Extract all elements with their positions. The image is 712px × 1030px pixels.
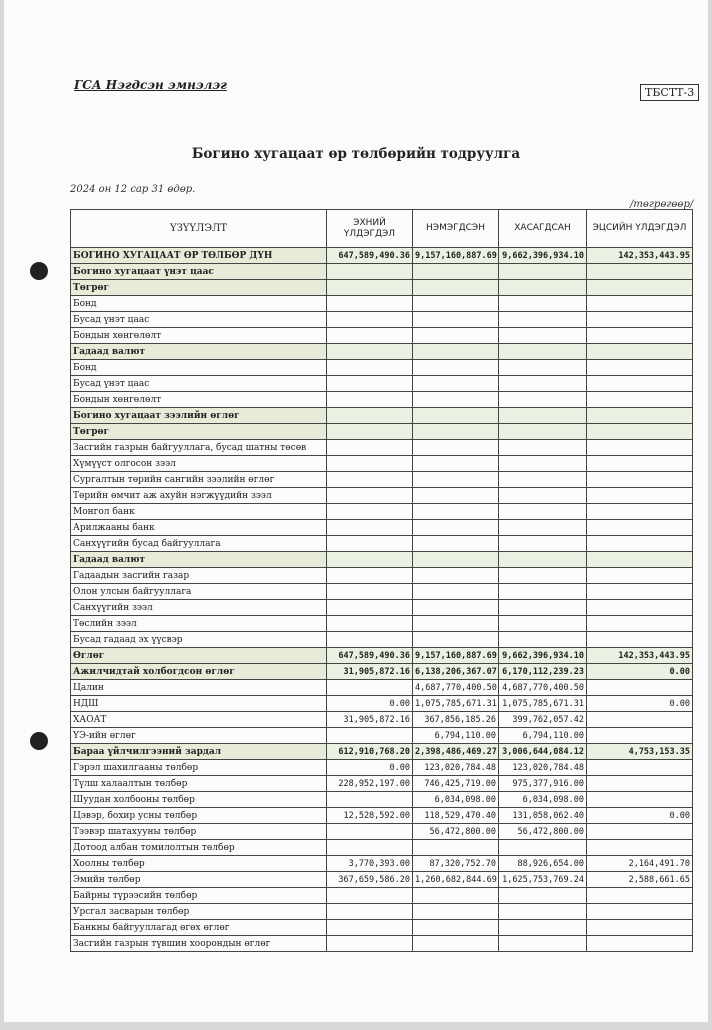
closing-balance-cell: 0.00 (587, 808, 693, 824)
closing-balance-cell (587, 392, 693, 408)
document-page (4, 0, 708, 1022)
increase-cell: 1,260,682,844.69 (413, 872, 499, 888)
increase-cell (413, 888, 499, 904)
increase-cell (413, 376, 499, 392)
increase-cell (413, 920, 499, 936)
closing-balance-cell: 4,753,153.35 (587, 744, 693, 760)
decrease-cell (499, 376, 587, 392)
table-row (71, 632, 693, 648)
closing-balance-cell (587, 568, 693, 584)
opening-balance-cell (327, 408, 413, 424)
row-label: Монгол банк (71, 504, 327, 520)
closing-balance-cell (587, 440, 693, 456)
opening-balance-cell (327, 520, 413, 536)
closing-balance-cell (587, 600, 693, 616)
opening-balance-cell (327, 424, 413, 440)
row-label: Олон улсын байгууллага (71, 584, 327, 600)
row-label: Богино хугацаат үнэт цаас (71, 264, 327, 280)
decrease-cell (499, 920, 587, 936)
increase-cell: 9,157,160,887.69 (413, 248, 499, 264)
table-row (71, 760, 693, 776)
decrease-cell (499, 584, 587, 600)
closing-balance-cell (587, 904, 693, 920)
increase-cell (413, 616, 499, 632)
table-row (71, 344, 693, 360)
opening-balance-cell (327, 680, 413, 696)
decrease-cell (499, 888, 587, 904)
row-label: Өглөг (71, 648, 327, 664)
table-row (71, 776, 693, 792)
closing-balance-cell (587, 488, 693, 504)
closing-balance-cell (587, 408, 693, 424)
row-label: Цэвэр, бохир усны төлбөр (71, 808, 327, 824)
closing-balance-cell (587, 504, 693, 520)
table-row (71, 360, 693, 376)
opening-balance-cell (327, 824, 413, 840)
closing-balance-cell (587, 712, 693, 728)
closing-balance-cell: 142,353,443.95 (587, 648, 693, 664)
decrease-cell (499, 600, 587, 616)
closing-balance-cell (587, 312, 693, 328)
increase-cell (413, 408, 499, 424)
opening-balance-cell (327, 600, 413, 616)
increase-cell (413, 520, 499, 536)
opening-balance-cell: 612,910,768.20 (327, 744, 413, 760)
table-row (71, 424, 693, 440)
opening-balance-cell (327, 504, 413, 520)
table-row (71, 296, 693, 312)
increase-cell: 123,020,784.48 (413, 760, 499, 776)
table-row (71, 312, 693, 328)
opening-balance-cell (327, 488, 413, 504)
opening-balance-cell: 31,905,872.16 (327, 664, 413, 680)
increase-cell (413, 264, 499, 280)
row-label: Гадаад валют (71, 552, 327, 568)
decrease-cell: 975,377,916.00 (499, 776, 587, 792)
row-label: Санхүүгийн бусад байгууллага (71, 536, 327, 552)
increase-cell (413, 936, 499, 952)
closing-balance-cell (587, 376, 693, 392)
closing-balance-cell (587, 264, 693, 280)
decrease-cell (499, 904, 587, 920)
row-label: Дотоод албан томилолтын төлбөр (71, 840, 327, 856)
decrease-cell (499, 552, 587, 568)
opening-balance-cell (327, 728, 413, 744)
closing-balance-cell (587, 280, 693, 296)
row-label: Гадаад валют (71, 344, 327, 360)
opening-balance-cell (327, 456, 413, 472)
closing-balance-cell: 2,588,661.65 (587, 872, 693, 888)
decrease-cell: 6,034,098.00 (499, 792, 587, 808)
decrease-cell (499, 840, 587, 856)
closing-balance-cell: 2,164,491.70 (587, 856, 693, 872)
closing-balance-cell (587, 888, 693, 904)
row-label: ХАОАТ (71, 712, 327, 728)
decrease-cell: 56,472,800.00 (499, 824, 587, 840)
row-label: Бусад үнэт цаас (71, 312, 327, 328)
increase-cell (413, 552, 499, 568)
table-row (71, 616, 693, 632)
increase-cell (413, 440, 499, 456)
opening-balance-cell (327, 296, 413, 312)
decrease-cell: 123,020,784.48 (499, 760, 587, 776)
decrease-cell (499, 936, 587, 952)
decrease-cell (499, 424, 587, 440)
table-row (71, 584, 693, 600)
currency-unit: /төгрөгөөр/ (630, 199, 694, 210)
increase-cell: 6,034,098.00 (413, 792, 499, 808)
opening-balance-cell (327, 920, 413, 936)
opening-balance-cell (327, 552, 413, 568)
increase-cell (413, 632, 499, 648)
table-row (71, 904, 693, 920)
closing-balance-cell (587, 552, 693, 568)
closing-balance-cell (587, 472, 693, 488)
opening-balance-cell (327, 440, 413, 456)
decrease-cell (499, 520, 587, 536)
opening-balance-cell (327, 632, 413, 648)
table-row (71, 600, 693, 616)
decrease-cell: 9,662,396,934.10 (499, 248, 587, 264)
decrease-cell (499, 504, 587, 520)
opening-balance-cell (327, 392, 413, 408)
closing-balance-cell (587, 536, 693, 552)
opening-balance-cell: 31,905,872.16 (327, 712, 413, 728)
row-label: Бусад гадаад эх үүсвэр (71, 632, 327, 648)
row-label: Бондын хөнгөлөлт (71, 328, 327, 344)
opening-balance-cell (327, 888, 413, 904)
closing-balance-cell (587, 776, 693, 792)
row-label: Төрийн өмчит аж ахуйн нэгжүүдийн зээл (71, 488, 327, 504)
decrease-cell (499, 440, 587, 456)
form-code: ТБСТТ-3 (640, 84, 699, 101)
increase-cell (413, 424, 499, 440)
closing-balance-cell (587, 520, 693, 536)
table-row (71, 936, 693, 952)
organization-name: ГСА Нэгдсэн эмнэлэг (74, 78, 227, 92)
column-header-increase: НЭМЭГДСЭН (413, 210, 499, 248)
increase-cell: 4,687,770,400.50 (413, 680, 499, 696)
closing-balance-cell (587, 344, 693, 360)
row-label: Ажилчидтай холбогдсон өглөг (71, 664, 327, 680)
decrease-cell: 3,006,644,084.12 (499, 744, 587, 760)
opening-balance-cell (327, 904, 413, 920)
closing-balance-cell (587, 616, 693, 632)
increase-cell (413, 328, 499, 344)
closing-balance-cell (587, 728, 693, 744)
increase-cell (413, 392, 499, 408)
increase-cell (413, 840, 499, 856)
increase-cell: 367,856,185.26 (413, 712, 499, 728)
increase-cell: 118,529,470.40 (413, 808, 499, 824)
table-row (71, 664, 693, 680)
table-body (71, 248, 693, 952)
table-row (71, 728, 693, 744)
decrease-cell (499, 616, 587, 632)
closing-balance-cell (587, 792, 693, 808)
table-row (71, 744, 693, 760)
table-row (71, 568, 693, 584)
row-label: Гадаадын засгийн газар (71, 568, 327, 584)
table-row (71, 328, 693, 344)
decrease-cell (499, 312, 587, 328)
table-row (71, 808, 693, 824)
table-row (71, 280, 693, 296)
closing-balance-cell (587, 824, 693, 840)
closing-balance-cell (587, 328, 693, 344)
closing-balance-cell: 0.00 (587, 696, 693, 712)
row-label: Богино хугацаат зээлийн өглөг (71, 408, 327, 424)
table-row (71, 856, 693, 872)
increase-cell: 9,157,160,887.69 (413, 648, 499, 664)
opening-balance-cell (327, 536, 413, 552)
liabilities-table (70, 209, 693, 952)
increase-cell: 746,425,719.00 (413, 776, 499, 792)
increase-cell (413, 296, 499, 312)
decrease-cell: 6,170,112,239.23 (499, 664, 587, 680)
row-label: Хоолны төлбөр (71, 856, 327, 872)
decrease-cell: 6,794,110.00 (499, 728, 587, 744)
table-row (71, 824, 693, 840)
row-label: Цалин (71, 680, 327, 696)
closing-balance-cell (587, 360, 693, 376)
closing-balance-cell (587, 680, 693, 696)
opening-balance-cell: 367,659,586.20 (327, 872, 413, 888)
table-row (71, 648, 693, 664)
table-row (71, 504, 693, 520)
table-row (71, 536, 693, 552)
table-row (71, 392, 693, 408)
column-header-indicator: ҮЗҮҮЛЭЛТ (71, 210, 327, 248)
opening-balance-cell (327, 840, 413, 856)
table-row (71, 488, 693, 504)
row-label: Арилжааны банк (71, 520, 327, 536)
increase-cell (413, 488, 499, 504)
row-label: Бондын хөнгөлөлт (71, 392, 327, 408)
increase-cell (413, 360, 499, 376)
decrease-cell (499, 488, 587, 504)
closing-balance-cell (587, 760, 693, 776)
decrease-cell (499, 296, 587, 312)
decrease-cell: 9,662,396,934.10 (499, 648, 587, 664)
opening-balance-cell (327, 472, 413, 488)
opening-balance-cell (327, 280, 413, 296)
opening-balance-cell: 228,952,197.00 (327, 776, 413, 792)
increase-cell (413, 456, 499, 472)
opening-balance-cell (327, 328, 413, 344)
opening-balance-cell (327, 584, 413, 600)
decrease-cell (499, 456, 587, 472)
opening-balance-cell (327, 376, 413, 392)
row-label: Хүмүүст олгосон зээл (71, 456, 327, 472)
table-row (71, 248, 693, 264)
row-label: Сургалтын төрийн сангийн зээлийн өглөг (71, 472, 327, 488)
closing-balance-cell (587, 840, 693, 856)
increase-cell (413, 536, 499, 552)
row-label: Шуудан холбооны төлбөр (71, 792, 327, 808)
report-date: 2024 он 12 сар 31 өдөр. (70, 184, 196, 195)
decrease-cell (499, 472, 587, 488)
increase-cell (413, 344, 499, 360)
opening-balance-cell (327, 792, 413, 808)
opening-balance-cell (327, 936, 413, 952)
increase-cell: 87,320,752.70 (413, 856, 499, 872)
decrease-cell: 399,762,057.42 (499, 712, 587, 728)
opening-balance-cell (327, 312, 413, 328)
column-header-opening-balance: ЭХНИЙ ҮЛДЭГДЭЛ (327, 210, 413, 248)
increase-cell: 6,794,110.00 (413, 728, 499, 744)
column-header-decrease: ХАСАГДСАН (499, 210, 587, 248)
column-header-closing-balance: ЭЦСИЙН ҮЛДЭГДЭЛ (587, 210, 693, 248)
increase-cell (413, 280, 499, 296)
increase-cell: 6,138,206,367.07 (413, 664, 499, 680)
closing-balance-cell (587, 584, 693, 600)
row-label: Бусад үнэт цаас (71, 376, 327, 392)
row-label: Бонд (71, 296, 327, 312)
increase-cell: 56,472,800.00 (413, 824, 499, 840)
row-label: Санхүүгийн зээл (71, 600, 327, 616)
opening-balance-cell (327, 264, 413, 280)
increase-cell (413, 472, 499, 488)
table-row (71, 264, 693, 280)
document-title: Богино хугацаат өр төлбөрийн тодруулга (191, 146, 521, 162)
row-label: Засгийн газрын байгууллага, бусад шатны төсөв (71, 440, 327, 456)
table-row (71, 920, 693, 936)
increase-cell: 2,398,486,469.27 (413, 744, 499, 760)
decrease-cell (499, 328, 587, 344)
decrease-cell: 88,926,654.00 (499, 856, 587, 872)
row-label: Түлш халаалтын төлбөр (71, 776, 327, 792)
row-label: Гэрэл шахилгааны төлбөр (71, 760, 327, 776)
opening-balance-cell (327, 344, 413, 360)
row-label: Урсгал засварын төлбөр (71, 904, 327, 920)
decrease-cell (499, 408, 587, 424)
punch-hole (30, 262, 48, 280)
table-row (71, 872, 693, 888)
decrease-cell: 1,075,785,671.31 (499, 696, 587, 712)
row-label: ҮЭ-ийн өглөг (71, 728, 327, 744)
opening-balance-cell: 12,528,592.00 (327, 808, 413, 824)
closing-balance-cell (587, 424, 693, 440)
row-label: Төслийн зээл (71, 616, 327, 632)
table-row (71, 792, 693, 808)
increase-cell (413, 584, 499, 600)
increase-cell (413, 504, 499, 520)
table-row (71, 456, 693, 472)
closing-balance-cell: 0.00 (587, 664, 693, 680)
increase-cell (413, 568, 499, 584)
row-label: Банкны байгууллагад өгөх өглөг (71, 920, 327, 936)
row-label: БОГИНО ХУГАЦААТ ӨР ТӨЛБӨР ДҮН (71, 248, 327, 264)
increase-cell (413, 600, 499, 616)
table-row (71, 712, 693, 728)
table-row (71, 408, 693, 424)
table-row (71, 552, 693, 568)
opening-balance-cell: 647,589,490.36 (327, 248, 413, 264)
closing-balance-cell (587, 632, 693, 648)
table-row (71, 376, 693, 392)
decrease-cell (499, 632, 587, 648)
decrease-cell (499, 360, 587, 376)
opening-balance-cell: 647,589,490.36 (327, 648, 413, 664)
punch-hole (30, 732, 48, 750)
decrease-cell (499, 568, 587, 584)
opening-balance-cell (327, 360, 413, 376)
row-label: НДШ (71, 696, 327, 712)
decrease-cell (499, 536, 587, 552)
closing-balance-cell: 142,353,443.95 (587, 248, 693, 264)
row-label: Засгийн газрын түвшин хоорондын өглөг (71, 936, 327, 952)
decrease-cell (499, 280, 587, 296)
decrease-cell: 131,058,062.40 (499, 808, 587, 824)
table-row (71, 696, 693, 712)
increase-cell (413, 904, 499, 920)
opening-balance-cell (327, 616, 413, 632)
opening-balance-cell: 0.00 (327, 760, 413, 776)
closing-balance-cell (587, 920, 693, 936)
closing-balance-cell (587, 936, 693, 952)
increase-cell (413, 312, 499, 328)
table-row (71, 472, 693, 488)
closing-balance-cell (587, 456, 693, 472)
table-header-row (71, 210, 693, 248)
row-label: Төгрөг (71, 280, 327, 296)
decrease-cell: 4,687,770,400.50 (499, 680, 587, 696)
decrease-cell (499, 392, 587, 408)
row-label: Төгрөг (71, 424, 327, 440)
table-row (71, 520, 693, 536)
row-label: Байрны түрээсийн төлбөр (71, 888, 327, 904)
decrease-cell (499, 344, 587, 360)
table-row (71, 888, 693, 904)
decrease-cell (499, 264, 587, 280)
opening-balance-cell: 3,770,393.00 (327, 856, 413, 872)
row-label: Бонд (71, 360, 327, 376)
opening-balance-cell (327, 568, 413, 584)
table-row (71, 680, 693, 696)
closing-balance-cell (587, 296, 693, 312)
table-row (71, 840, 693, 856)
decrease-cell: 1,625,753,769.24 (499, 872, 587, 888)
row-label: Эмийн төлбөр (71, 872, 327, 888)
increase-cell: 1,075,785,671.31 (413, 696, 499, 712)
row-label: Бараа үйлчилгээний зардал (71, 744, 327, 760)
row-label: Тээвэр шатахууны төлбөр (71, 824, 327, 840)
table-row (71, 440, 693, 456)
opening-balance-cell: 0.00 (327, 696, 413, 712)
